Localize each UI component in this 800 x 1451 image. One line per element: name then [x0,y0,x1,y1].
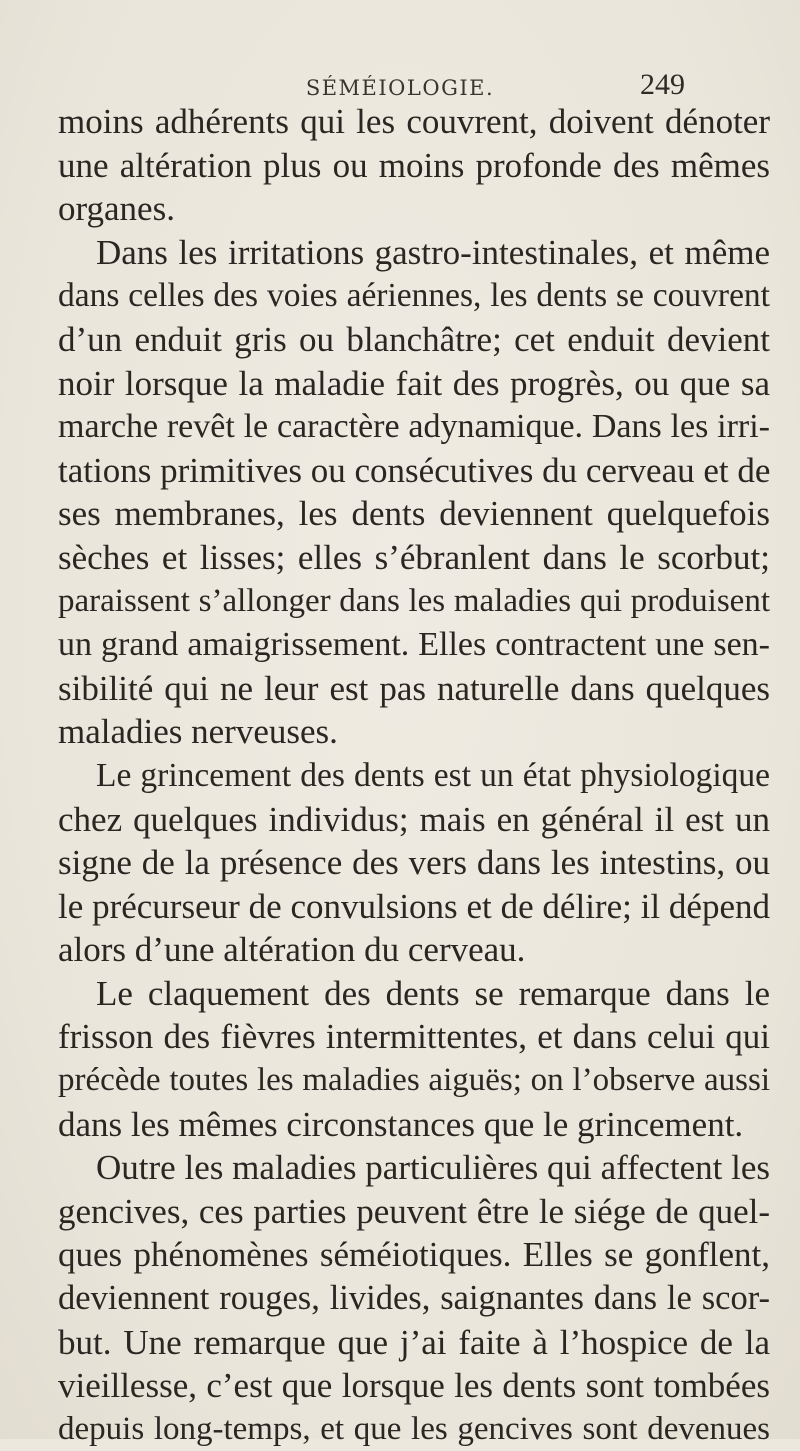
text-line: but. Une remarque que j’ai faite à l’hospice de la [58,1322,770,1362]
text-line: Le claquement des dents se remarque dans le [96,973,770,1013]
text-line: sèches et lisses; elles s’ébranlent dans le scorbut; [58,537,770,577]
text-line: vieillesse, c’est que lorsque les dents sont tombées [58,1366,770,1406]
text-line: alors d’une altération du cerveau. [58,930,526,970]
text-line: deviennent rouges, livides, saignantes dans le scor- [58,1279,770,1318]
text-line: chez quelques individus; mais en général il est un [58,799,770,839]
text-line: depuis long-temps, et que les gencives sont devenues [58,1410,770,1447]
text-line: d’un enduit gris ou blanchâtre; cet enduit devient [58,319,770,359]
text-line: organes. [58,189,175,229]
text-line: un grand amaigrissement. Elles contractent une sen- [58,626,770,664]
text-line: Outre les maladies particulières qui affectent les [96,1148,770,1188]
text-line: frisson des fièvres intermittentes, et dans celui qui [58,1017,770,1057]
text-line: dans les mêmes circonstances que le grincement. [58,1104,744,1144]
page-header [0,62,800,102]
text-line: marche revêt le caractère adynamique. Dans les irri- [58,408,770,446]
text-line: précède toutes les maladies aiguës; on l’observe aussi [58,1062,770,1099]
text-line: moins adhérents qui les couvrent, doivent dénoter [58,102,770,141]
text-line: une altération plus ou moins profonde des mêmes [58,145,770,185]
text-line: signe de la présence des vers dans les intestins, ou [58,843,770,883]
running-title: SÉMÉIOLOGIE. [305,76,495,100]
text-line: tations primitives ou consécutives du cerveau et de [58,450,771,490]
page-number: 249 [640,68,685,101]
text-line: maladies nerveuses. [58,712,338,752]
text-line: gencives, ces parties peuvent être le siége de quel- [58,1191,770,1231]
text-line: le précurseur de convulsions et de délire; il dépend [58,886,770,926]
text-line: ques phénomènes séméiotiques. Elles se gonflent, [58,1235,770,1275]
text-line: paraissent s’allonger dans les maladies qui produisent [58,582,770,619]
text-line: sibilité qui ne leur est pas naturelle dans quelques [58,668,770,708]
text-line: ses membranes, les dents deviennent quelquefois [58,494,770,534]
text-line: dans celles des voies aériennes, les dents se couvrent [58,277,770,315]
body-text [58,100,770,1451]
text-line: noir lorsque la maladie fait des progrès, ou que sa [58,363,770,403]
text-line: Dans les irritations gastro-intestinales, et même [96,232,770,272]
text-line: Le grincement des dents est un état physiologique [96,756,770,794]
